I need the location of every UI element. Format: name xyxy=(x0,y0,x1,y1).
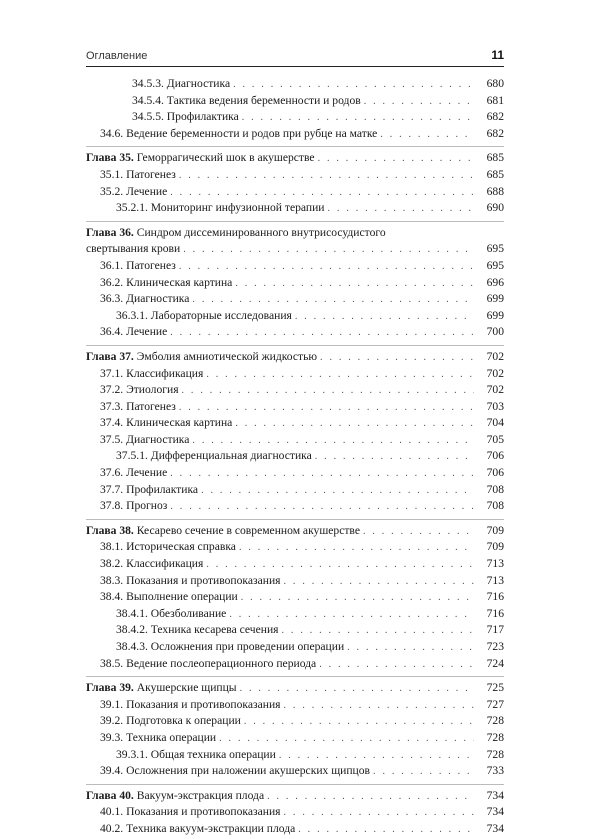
toc-entry[interactable] xyxy=(86,167,504,184)
toc-entry[interactable] xyxy=(86,465,504,482)
dot-leader xyxy=(295,309,474,326)
toc-chapter-entry[interactable] xyxy=(86,225,504,242)
toc-entry[interactable] xyxy=(86,713,504,730)
toc-entry-title xyxy=(86,167,179,184)
dot-leader xyxy=(284,574,474,591)
toc-entry[interactable] xyxy=(86,126,504,143)
toc-page-number: 716 xyxy=(486,606,504,620)
toc-entry-title xyxy=(86,763,373,780)
toc-chapter-entry[interactable] xyxy=(86,349,504,366)
dot-leader xyxy=(282,623,474,640)
toc-entry-label: 34.5.5. Профилактика xyxy=(132,110,239,124)
dot-leader xyxy=(318,151,474,168)
toc-entry-title xyxy=(86,639,347,656)
toc-entry[interactable] xyxy=(86,821,504,838)
dot-leader xyxy=(267,789,474,806)
chapter-separator xyxy=(86,784,504,785)
toc-entry-title xyxy=(86,366,206,383)
chapter-number: Глава 35. xyxy=(86,151,134,165)
toc-page-number: 713 xyxy=(486,573,504,587)
toc-entry-title xyxy=(86,573,284,590)
toc-page-number: 727 xyxy=(486,697,504,711)
toc-entry-title xyxy=(86,539,239,556)
chapter-separator xyxy=(86,676,504,677)
toc-entry-label: Геморрагический шок в акушерстве xyxy=(133,151,315,165)
toc-entry[interactable] xyxy=(86,415,504,432)
toc-page-number: 728 xyxy=(486,730,504,744)
dot-leader xyxy=(244,714,474,731)
chapter-separator xyxy=(86,221,504,222)
toc-page-number: 717 xyxy=(486,623,504,637)
toc-entry-title xyxy=(86,448,315,465)
toc-entry[interactable] xyxy=(86,76,504,93)
toc-page-number: 708 xyxy=(486,499,504,513)
toc-chapter-entry[interactable] xyxy=(86,680,504,697)
toc-entry-title xyxy=(86,788,267,805)
dot-leader xyxy=(279,748,474,765)
toc-entry-title xyxy=(86,589,241,606)
dot-leader xyxy=(179,168,474,185)
toc-page-number: 702 xyxy=(486,366,504,380)
toc-page-number: 700 xyxy=(486,325,504,339)
toc-entry[interactable] xyxy=(86,366,504,383)
toc-entry-title xyxy=(86,382,182,399)
toc-entry-label: 34.5.3. Диагностика xyxy=(132,77,231,90)
toc-entry-label: свертывания крови xyxy=(86,242,181,256)
dot-leader xyxy=(170,185,474,202)
toc-entry-label: Эмболия амниотической жидкостью xyxy=(133,349,318,363)
toc-entry[interactable] xyxy=(86,747,504,764)
toc-page-number: 706 xyxy=(486,466,504,480)
toc-entry[interactable] xyxy=(86,639,504,656)
table-of-contents xyxy=(86,76,504,838)
toc-entry[interactable] xyxy=(86,763,504,780)
dot-leader xyxy=(170,325,474,342)
dot-leader xyxy=(239,540,474,557)
toc-entry[interactable] xyxy=(86,589,504,606)
toc-entry-title xyxy=(86,606,229,623)
dot-leader xyxy=(179,400,474,417)
toc-entry-title xyxy=(86,730,219,747)
toc-entry-title xyxy=(86,200,328,217)
toc-page-number: 706 xyxy=(486,449,504,463)
toc-entry-label: 39.1. Показания и противопоказания xyxy=(100,697,281,711)
dot-leader xyxy=(241,590,474,607)
dot-leader xyxy=(328,201,474,218)
toc-entry-label: 37.4. Клиническая картина xyxy=(100,416,233,430)
dot-leader xyxy=(347,640,474,657)
toc-page-number: 709 xyxy=(486,523,504,537)
dot-leader xyxy=(315,449,474,466)
toc-page-number: 728 xyxy=(486,747,504,761)
toc-entry-title xyxy=(86,415,235,432)
toc-page-number: 695 xyxy=(486,258,504,272)
dot-leader xyxy=(206,367,474,384)
toc-entry-label: 38.5. Ведение послеоперационного периода xyxy=(100,656,317,670)
page-number: 11 xyxy=(491,48,504,62)
toc-page-number: 682 xyxy=(486,110,504,124)
toc-entry-title xyxy=(86,465,170,482)
chapter-number: Глава 37. xyxy=(86,349,134,363)
running-head-title: Оглавление xyxy=(86,50,148,62)
dot-leader xyxy=(233,77,474,94)
toc-entry-title xyxy=(86,349,320,366)
dot-leader xyxy=(179,259,474,276)
toc-entry-label: 38.4. Выполнение операции xyxy=(100,590,238,604)
dot-leader xyxy=(201,483,474,500)
toc-entry[interactable] xyxy=(86,432,504,449)
toc-page-number: 688 xyxy=(486,184,504,198)
toc-entry-title xyxy=(86,697,284,714)
toc-entry-title xyxy=(86,432,192,449)
toc-entry-label: 34.5.4. Тактика ведения беременности и родов xyxy=(132,93,361,107)
toc-entry-title xyxy=(86,126,380,143)
dot-leader xyxy=(240,681,474,698)
toc-entry[interactable] xyxy=(86,93,504,110)
dot-leader xyxy=(284,698,474,715)
toc-entry[interactable] xyxy=(86,804,504,821)
toc-page-number: 733 xyxy=(486,764,504,778)
dot-leader xyxy=(192,433,474,450)
toc-entry-label: 37.2. Этиология xyxy=(100,383,179,397)
toc-entry-title xyxy=(86,622,282,639)
dot-leader xyxy=(183,242,474,259)
toc-page-number: 695 xyxy=(486,242,504,256)
toc-chapter-entry[interactable] xyxy=(86,523,504,540)
toc-entry-title xyxy=(86,656,319,673)
dot-leader xyxy=(298,822,474,839)
toc-entry-title xyxy=(86,747,279,764)
toc-entry-label: 36.4. Лечение xyxy=(100,325,168,339)
toc-entry-label: 37.5. Диагностика xyxy=(100,432,190,446)
toc-page-number: 723 xyxy=(486,640,504,653)
toc-page-number: 734 xyxy=(486,788,504,802)
toc-entry[interactable] xyxy=(86,291,504,308)
dot-leader xyxy=(235,276,474,293)
toc-entry-title xyxy=(86,308,295,325)
toc-entry-title xyxy=(86,184,170,201)
toc-entry-title xyxy=(86,258,179,275)
toc-entry-title xyxy=(86,680,240,697)
toc-entry-label: 38.4.2. Техника кесарева сечения xyxy=(116,623,279,637)
toc-page-number: 690 xyxy=(486,201,504,215)
toc-entry-title xyxy=(86,821,298,838)
chapter-number: Глава 38. xyxy=(86,523,134,537)
toc-entry-label: 36.1. Патогенез xyxy=(100,258,176,272)
toc-entry[interactable] xyxy=(86,200,504,217)
chapter-number: Глава 40. xyxy=(86,788,134,802)
toc-entry[interactable] xyxy=(86,448,504,465)
toc-page-number: 724 xyxy=(486,656,504,670)
toc-entry-title xyxy=(86,291,192,308)
toc-entry[interactable] xyxy=(86,308,504,325)
toc-page-number: 709 xyxy=(486,540,504,554)
toc-entry[interactable] xyxy=(86,573,504,590)
toc-page-number: 685 xyxy=(486,167,504,181)
dot-leader xyxy=(373,764,474,781)
toc-chapter-entry[interactable] xyxy=(86,788,504,805)
toc-page-number: 699 xyxy=(486,292,504,306)
toc-entry-label: Вакуум-экстракция плода xyxy=(133,788,265,802)
toc-entry-label: 37.6. Лечение xyxy=(100,466,168,480)
toc-page-number: 702 xyxy=(486,383,504,397)
toc-entry-title xyxy=(86,225,389,242)
toc-entry[interactable] xyxy=(86,498,504,515)
toc-entry[interactable] xyxy=(86,324,504,341)
toc-entry-label: 35.1. Патогенез xyxy=(100,167,176,181)
toc-page-number: 713 xyxy=(486,557,504,571)
toc-entry[interactable] xyxy=(86,606,504,623)
dot-leader xyxy=(319,657,474,674)
chapter-separator xyxy=(86,345,504,346)
toc-entry[interactable] xyxy=(86,399,504,416)
toc-entry-title xyxy=(86,482,201,499)
chapter-number: Глава 39. xyxy=(86,681,134,695)
toc-entry-label: 37.8. Прогноз xyxy=(100,499,168,513)
toc-entry[interactable] xyxy=(86,730,504,747)
toc-entry[interactable] xyxy=(86,109,504,126)
toc-entry-title xyxy=(86,93,364,110)
toc-entry-label: 37.1. Классификация xyxy=(100,366,204,380)
toc-entry-label: 38.1. Историческая справка xyxy=(100,540,236,554)
dot-leader xyxy=(235,416,474,433)
toc-entry[interactable] xyxy=(86,241,504,258)
dot-leader xyxy=(320,350,474,367)
toc-page-number: 682 xyxy=(486,126,504,140)
toc-entry[interactable] xyxy=(86,482,504,499)
toc-page-number: 696 xyxy=(486,275,504,289)
toc-page-number: 685 xyxy=(486,151,504,165)
dot-leader xyxy=(170,499,474,516)
toc-entry-label: 38.4.1. Обезболивание xyxy=(116,606,227,620)
toc-entry-label: 37.7. Профилактика xyxy=(100,482,199,496)
toc-entry-title xyxy=(86,76,233,93)
toc-entry-label: 35.2.1. Мониторинг инфузионной терапии xyxy=(116,201,325,215)
toc-page-number: 681 xyxy=(486,93,504,107)
toc-page-number: 708 xyxy=(486,482,504,496)
toc-page-number: 716 xyxy=(486,590,504,604)
toc-page-number: 728 xyxy=(486,714,504,728)
toc-entry-title xyxy=(86,498,170,515)
dot-leader xyxy=(284,805,474,822)
running-head xyxy=(86,47,504,67)
toc-chapter-entry[interactable] xyxy=(86,150,504,167)
toc-entry-label: 38.2. Классификация xyxy=(100,557,204,571)
dot-leader xyxy=(363,524,474,541)
header-rule xyxy=(86,66,504,67)
toc-page-number: 704 xyxy=(486,416,504,430)
toc-entry-title xyxy=(86,241,183,258)
toc-entry-label: 35.2. Лечение xyxy=(100,184,168,198)
toc-entry[interactable] xyxy=(86,656,504,673)
toc-entry-label: 37.5.1. Дифференциальная диагностика xyxy=(116,449,312,463)
toc-entry-label: 36.3.1. Лабораторные исследования xyxy=(116,308,292,322)
toc-entry-title xyxy=(86,275,235,292)
toc-page-number: 703 xyxy=(486,399,504,413)
toc-entry-label: Акушерские щипцы xyxy=(133,681,237,695)
toc-page-number: 734 xyxy=(486,821,504,835)
toc-page-number: 725 xyxy=(486,681,504,695)
toc-entry-label: 39.3. Техника операции xyxy=(100,730,217,744)
toc-entry-label: 40.1. Показания и противопоказания xyxy=(100,805,281,819)
chapter-separator xyxy=(86,146,504,147)
toc-entry-label: 38.3. Показания и противопоказания xyxy=(100,573,281,587)
toc-entry-title xyxy=(86,556,206,573)
toc-page-number: 699 xyxy=(486,308,504,322)
dot-leader xyxy=(192,292,474,309)
toc-entry-title xyxy=(86,399,179,416)
toc-page-number: 734 xyxy=(486,805,504,819)
toc-entry-label: Синдром диссеминированного внутрисосудистого xyxy=(133,225,386,239)
toc-entry-title xyxy=(86,324,170,341)
toc-entry-title xyxy=(86,713,244,730)
toc-entry-label: Кесарево сечение в современном акушерстве xyxy=(133,523,360,537)
toc-entry[interactable] xyxy=(86,184,504,201)
toc-entry-label: 39.4. Осложнения при наложении акушерских щипцов xyxy=(100,764,371,778)
toc-entry[interactable] xyxy=(86,697,504,714)
chapter-number: Глава 36. xyxy=(86,225,134,239)
toc-entry[interactable] xyxy=(86,382,504,399)
dot-leader xyxy=(380,127,474,144)
toc-entry[interactable] xyxy=(86,556,504,573)
dot-leader xyxy=(182,383,474,400)
toc-entry[interactable] xyxy=(86,258,504,275)
toc-entry-label: 40.2. Техника вакуум-экстракции плода xyxy=(100,821,296,835)
toc-entry-label: 39.2. Подготовка к операции xyxy=(100,714,241,728)
toc-page-number: 702 xyxy=(486,349,504,363)
dot-leader xyxy=(170,466,474,483)
toc-entry[interactable] xyxy=(86,622,504,639)
toc-entry-title xyxy=(86,523,363,540)
dot-leader xyxy=(242,110,474,127)
toc-entry-label: 36.3. Диагностика xyxy=(100,292,190,306)
toc-entry[interactable] xyxy=(86,275,504,292)
dot-leader xyxy=(364,94,474,111)
toc-entry-label: 38.4.3. Осложнения при проведении операции xyxy=(116,640,345,653)
toc-entry-title xyxy=(86,109,242,126)
toc-page-number: 705 xyxy=(486,432,504,446)
toc-entry-label: 36.2. Клиническая картина xyxy=(100,275,233,289)
chapter-separator xyxy=(86,519,504,520)
toc-entry-label: 39.3.1. Общая техника операции xyxy=(116,747,276,761)
dot-leader xyxy=(206,557,474,574)
toc-entry-label: 37.3. Патогенез xyxy=(100,399,176,413)
toc-page-number: 680 xyxy=(486,77,504,90)
toc-entry[interactable] xyxy=(86,539,504,556)
toc-entry-label: 34.6. Ведение беременности и родов при рубце на матке xyxy=(100,126,378,140)
toc-entry-title xyxy=(86,804,284,821)
toc-entry-title xyxy=(86,150,318,167)
dot-leader xyxy=(219,731,474,748)
dot-leader xyxy=(229,607,474,624)
